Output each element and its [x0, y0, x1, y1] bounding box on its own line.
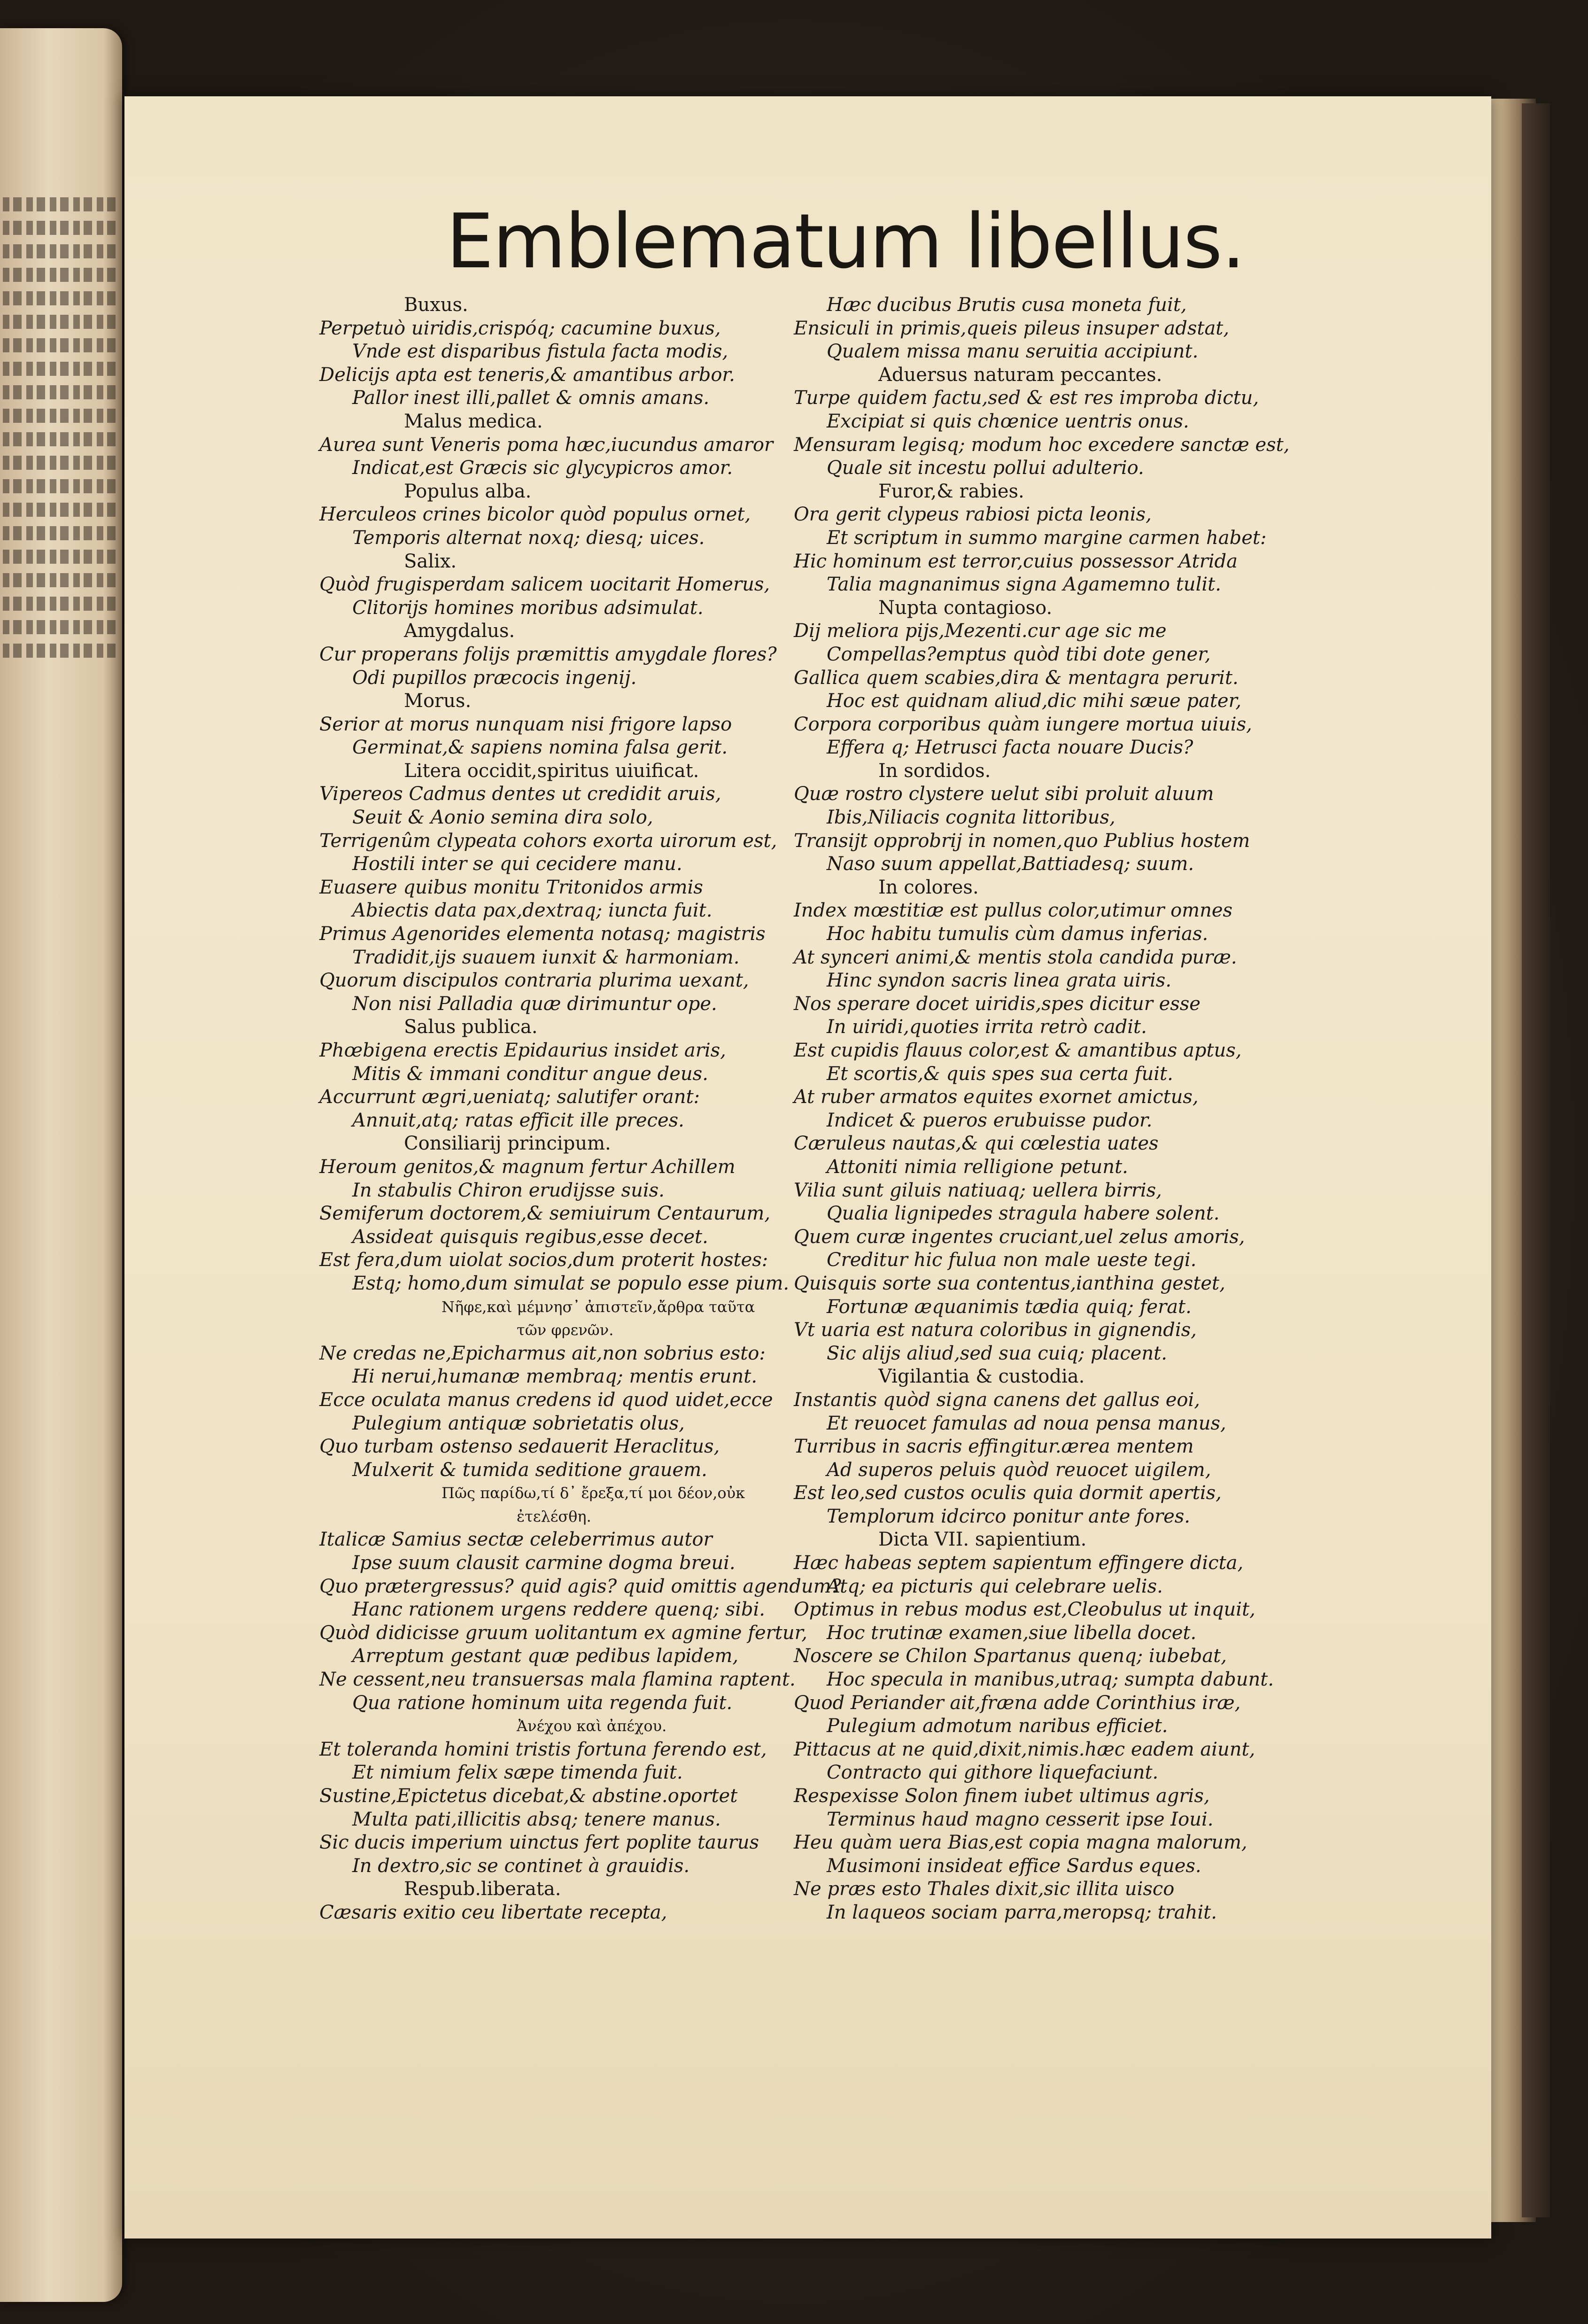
- verse-line: At synceri animi,& mentis stola candida puræ.: [794, 946, 1237, 968]
- verse-line: Heroum genitos,& magnum fertur Achillem: [319, 1156, 736, 1178]
- verse-line: In dextro,sic se continet à grauidis.: [352, 1855, 690, 1877]
- verse-line: Vnde est disparibus fistula facta modis,: [352, 341, 728, 363]
- emblem-heading: Morus.: [404, 690, 472, 712]
- verse-line: Et reuocet famulas ad noua pensa manus,: [827, 1412, 1226, 1434]
- verse-line: Hoc specula in manibus,utraq; sumpta dabunt.: [827, 1669, 1274, 1691]
- text-fragment: [3, 362, 116, 376]
- verse-line: Hoc trutinæ examen,siue libella docet.: [827, 1622, 1197, 1644]
- verse-line: Pittacus at ne quid,dixit,nimis.hæc eadem aiunt,: [794, 1738, 1255, 1760]
- verse-line: Contracto qui githore liquefaciunt.: [827, 1762, 1159, 1784]
- verse-line: Qualia lignipedes stragula habere solent.: [827, 1203, 1220, 1225]
- verse-line: Ora gerit clypeus rabiosi picta leonis,: [794, 504, 1152, 526]
- verse-line: Turpe quidem factu,sed & est res improba dictu,: [794, 387, 1259, 409]
- text-fragment: [3, 456, 116, 470]
- text-fragment: [3, 315, 116, 329]
- emblem-heading: In colores.: [878, 876, 979, 898]
- verse-line: Effera q; Hetrusci facta nouare Ducis?: [827, 737, 1193, 759]
- text-fragment: [3, 526, 116, 540]
- verse-line: Cæruleus nautas,& qui cœlestia uates: [794, 1133, 1159, 1155]
- verse-line: Est leo,sed custos oculis quia dormit apertis,: [794, 1482, 1222, 1504]
- verse-line: Terrigenûm clypeata cohors exorta uirorum est,: [319, 830, 777, 852]
- emblem-heading: Salix.: [404, 550, 457, 572]
- greek-motto: Πῶς παρίδω,τί δ᾽ ἔρεξα,τί μοι δέον,οὐκ: [442, 1484, 745, 1502]
- verse-line: Compellas?emptus quòd tibi dote gener,: [827, 643, 1211, 665]
- verse-line: Naso suum appellat,Battiadesq; suum.: [827, 853, 1194, 875]
- emblem-heading: Dicta VII. sapientium.: [878, 1529, 1087, 1551]
- verse-line: Hæc ducibus Brutis cusa moneta fuit,: [827, 294, 1187, 316]
- verse-line: In uiridi,quoties irrita retrò cadit.: [827, 1016, 1147, 1038]
- facing-page-text-fragments: [3, 197, 116, 667]
- verse-line: Hæc habeas septem sapientum effingere dicta,: [794, 1552, 1244, 1574]
- emblem-heading: Malus medica.: [404, 410, 543, 432]
- verse-line: Semiferum doctorem,& semiuirum Centaurum,: [319, 1203, 771, 1225]
- greek-motto: τῶν φρενῶν.: [517, 1321, 614, 1339]
- facing-page-edge: [0, 28, 122, 2302]
- verse-line: Mitis & immani conditur angue deus.: [352, 1063, 708, 1085]
- verse-line: Gallica quem scabies,dira & mentagra perurit.: [794, 667, 1239, 689]
- verse-line: Non nisi Palladia quæ dirimuntur ope.: [352, 993, 717, 1015]
- verse-line: Indicet & pueros erubuisse pudor.: [827, 1109, 1153, 1131]
- verse-line: Quale sit incestu pollui adulterio.: [827, 457, 1144, 479]
- verse-line: Ad superos peluis quòd reuocet uigilem,: [827, 1459, 1211, 1481]
- verse-line: Hoc est quidnam aliud,dic mihi sæue pater,: [827, 690, 1242, 712]
- verse-line: Instantis quòd signa canens det gallus eoi,: [794, 1389, 1200, 1411]
- verse-line: Est fera,dum uiolat socios,dum proterit hostes:: [319, 1249, 768, 1271]
- verse-line: Pulegium antiquæ sobrietatis olus,: [352, 1412, 685, 1434]
- verse-line: Excipiat si quis chœnice uentris onus.: [827, 410, 1189, 432]
- verse-line: Ensiculi in primis,queis pileus insuper adstat,: [794, 317, 1230, 339]
- verse-line: Cæsaris exitio ceu libertate recepta,: [319, 1901, 667, 1923]
- verse-line: Attoniti nimia relligione petunt.: [827, 1156, 1128, 1178]
- verse-line: Vilia sunt giluis natiuaq; uellera birris,: [794, 1179, 1162, 1201]
- verse-line: Indicat,est Græcis sic glycypicros amor.: [352, 457, 733, 479]
- emblem-heading: Nupta contagioso.: [878, 597, 1053, 619]
- greek-motto: ἐτελέσθη.: [517, 1507, 591, 1525]
- verse-line: Italicæ Samius sectæ celeberrimus autor: [319, 1529, 713, 1551]
- verse-line: Atq; ea picturis qui celebrare uelis.: [827, 1575, 1163, 1597]
- verse-line: Quo turbam ostenso sedauerit Heraclitus,: [319, 1436, 720, 1458]
- verse-line: Vipereos Cadmus dentes ut credidit aruis,: [319, 783, 721, 805]
- text-fragment: [3, 503, 116, 517]
- text-fragment: [3, 432, 116, 446]
- verse-line: Quòd didicisse gruum uolitantum ex agmine fertur,: [319, 1622, 808, 1644]
- verse-line: Qua ratione hominum uita regenda fuit.: [352, 1692, 733, 1714]
- verse-line: Tradidit,ijs suauem iunxit & harmoniam.: [352, 946, 740, 968]
- verse-line: Ecce oculata manus credens id quod uidet,ecce: [319, 1389, 773, 1411]
- verse-line: Ipse suum clausit carmine dogma breui.: [352, 1552, 736, 1574]
- verse-line: Multa pati,illicitis absq; tenere manus.: [352, 1808, 721, 1830]
- verse-line: Abiectis data pax,dextraq; iuncta fuit.: [352, 900, 713, 922]
- verse-line: Heu quàm uera Bias,est copia magna malorum,: [794, 1832, 1247, 1854]
- text-fragment: [3, 573, 116, 587]
- emblem-heading: Populus alba.: [404, 480, 532, 502]
- text-fragment: [3, 644, 116, 658]
- verse-line: Terminus haud magno cesserit ipse Ioui.: [827, 1808, 1214, 1830]
- verse-line: Annuit,atq; ratas efficit ille preces.: [352, 1109, 684, 1131]
- text-fragment: [3, 597, 116, 611]
- verse-line: In stabulis Chiron erudijsse suis.: [352, 1179, 665, 1201]
- verse-line: Hinc syndon sacris linea grata uiris.: [827, 970, 1172, 992]
- verse-line: Arreptum gestant quæ pedibus lapidem,: [352, 1645, 739, 1667]
- verse-line: At ruber armatos equites exornet amictus,: [794, 1086, 1199, 1108]
- right-text-column: [794, 294, 1371, 1925]
- verse-line: Et scortis,& quis spes sua certa fuit.: [827, 1063, 1173, 1085]
- verse-line: Nos sperare docet uiridis,spes dicitur esse: [794, 993, 1201, 1015]
- greek-motto: Νῆφε,καὶ μέμνησ᾽ ἀπιστεῖν,ἄρθρα ταῦτα: [442, 1298, 755, 1316]
- emblem-heading: Respub.liberata.: [404, 1878, 561, 1900]
- verse-line: Hostili inter se qui cecidere manu.: [352, 853, 682, 875]
- verse-line: Ne præs esto Thales dixit,sic illita uisco: [794, 1878, 1175, 1900]
- verse-line: Corpora corporibus quàm iungere mortua uiuis,: [794, 713, 1252, 735]
- emblem-heading: Vigilantia & custodia.: [878, 1366, 1085, 1388]
- verse-line: Turribus in sacris effingitur.ærea mentem: [794, 1436, 1194, 1458]
- verse-line: Dij meliora pijs,Mezenti.cur age sic me: [794, 620, 1167, 642]
- verse-line: Creditur hic fulua non male ueste tegi.: [827, 1249, 1197, 1271]
- verse-line: Accurrunt ægri,ueniatq; salutifer orant:: [319, 1086, 700, 1108]
- verse-line: Clitorijs homines moribus adsimulat.: [352, 597, 704, 619]
- text-fragment: [3, 268, 116, 282]
- text-fragment: [3, 291, 116, 305]
- verse-line: Quem curæ ingentes cruciant,uel zelus amoris,: [794, 1226, 1245, 1248]
- verse-line: Quæ rostro clystere uelut sibi proluit aluum: [794, 783, 1214, 805]
- emblem-heading: Furor,& rabies.: [878, 480, 1024, 502]
- verse-line: Quòd frugisperdam salicem uocitarit Homerus,: [319, 574, 770, 596]
- verse-line: Pallor inest illi,pallet & omnis amans.: [352, 387, 710, 409]
- emblem-heading: Aduersus naturam peccantes.: [878, 364, 1162, 386]
- verse-line: Templorum idcirco ponitur ante fores.: [827, 1505, 1191, 1527]
- verse-line: Quorum discipulos contraria plurima uexant,: [319, 970, 749, 992]
- text-fragment: [3, 197, 116, 211]
- verse-line: Musimoni insideat effice Sardus eques.: [827, 1855, 1201, 1877]
- text-fragment: [3, 620, 116, 634]
- verse-line: Perpetuò uiridis,crispóq; cacumine buxus,: [319, 317, 721, 339]
- verse-line: Pulegium admotum naribus efficiet.: [827, 1715, 1168, 1737]
- verse-line: Odi pupillos præcocis ingenij.: [352, 667, 637, 689]
- verse-line: Et nimium felix sæpe timenda fuit.: [352, 1762, 683, 1784]
- verse-line: Ne cessent,neu transuersas mala flamina raptent.: [319, 1669, 796, 1691]
- text-fragment: [3, 479, 116, 493]
- verse-line: Sic alijs aliud,sed sua cuiq; placent.: [827, 1342, 1167, 1364]
- verse-line: Hoc habitu tumulis cùm damus inferias.: [827, 923, 1208, 945]
- verse-line: Hanc rationem urgens reddere quenq; sibi.: [352, 1599, 765, 1621]
- emblem-heading: Amygdalus.: [404, 620, 515, 642]
- verse-line: Respexisse Solon finem iubet ultimus agris,: [794, 1785, 1210, 1807]
- verse-line: Ibis,Niliacis cognita littoribus,: [827, 807, 1115, 829]
- verse-line: Hic hominum est terror,cuius possessor Atrida: [794, 550, 1238, 572]
- verse-line: Sic ducis imperium uinctus fert poplite taurus: [319, 1832, 759, 1854]
- verse-line: Cur properans folijs præmittis amygdale flores?: [319, 643, 777, 665]
- verse-line: Primus Agenorides elementa notasq; magistris: [319, 923, 766, 945]
- emblem-heading: Litera occidit,spiritus uiuificat.: [404, 760, 699, 782]
- verse-line: Fortunæ æquanimis tædia quiq; ferat.: [827, 1296, 1192, 1318]
- verse-line: Delicijs apta est teneris,& amantibus arbor.: [319, 364, 735, 386]
- verse-line: Qualem missa manu seruitia accipiunt.: [827, 341, 1199, 363]
- verse-line: Assideat quisquis regibus,esse decet.: [352, 1226, 708, 1248]
- verse-line: Talia magnanimus signa Agamemno tulit.: [827, 574, 1221, 596]
- verse-line: Noscere se Chilon Spartanus quenq; iubebat,: [794, 1645, 1227, 1667]
- verse-line: Index mœstitiæ est pullus color,utimur omnes: [794, 900, 1233, 922]
- verse-line: Est cupidis flauus color,est & amantibus aptus,: [794, 1040, 1242, 1061]
- text-fragment: [3, 221, 116, 235]
- verse-line: Sustine,Epictetus dicebat,& abstine.oportet: [319, 1785, 738, 1807]
- emblem-heading: Consiliarij principum.: [404, 1133, 611, 1155]
- verse-line: Mulxerit & tumida seditione grauem.: [352, 1459, 707, 1481]
- verse-line: Temporis alternat noxq; diesq; uices.: [352, 527, 705, 549]
- verse-line: Optimus in rebus modus est,Cleobulus ut inquit,: [794, 1599, 1255, 1621]
- verse-line: In laqueos sociam parra,meropsq; trahit.: [827, 1901, 1217, 1923]
- text-fragment: [3, 550, 116, 564]
- verse-line: Quod Periander ait,fræna adde Corinthius iræ,: [794, 1692, 1241, 1714]
- emblem-heading: In sordidos.: [878, 760, 991, 782]
- verse-line: Aurea sunt Veneris poma hæc,iucundus amaror: [319, 434, 774, 456]
- text-fragment: [3, 244, 116, 258]
- emblem-heading: Buxus.: [404, 294, 468, 316]
- verse-line: Euasere quibus monitu Tritonidos armis: [319, 876, 703, 898]
- verse-line: Quisquis sorte sua contentus,ianthina gestet,: [794, 1272, 1225, 1294]
- verse-line: Phœbigena erectis Epidaurius insidet aris,: [319, 1040, 726, 1061]
- text-fragment: [3, 385, 116, 399]
- verse-line: Serior at morus nunquam nisi frigore lapso: [319, 713, 732, 735]
- verse-line: Transijt opprobrij in nomen,quo Publius hostem: [794, 830, 1250, 852]
- verse-line: Et scriptum in summo margine carmen habet:: [827, 527, 1267, 549]
- binding-strip: [1522, 103, 1550, 2217]
- text-fragment: [3, 338, 116, 352]
- verse-line: Vt uaria est natura coloribus in gignendis,: [794, 1319, 1197, 1341]
- verse-line: Quo prætergressus? quid agis? quid omittis agendum?: [319, 1575, 841, 1597]
- greek-motto: Ἀνέχου καὶ ἀπέχου.: [517, 1717, 667, 1735]
- verse-line: Germinat,& sapiens nomina falsa gerit.: [352, 737, 728, 759]
- text-fragment: [3, 409, 116, 423]
- verse-line: Seuit & Aonio semina dira solo,: [352, 807, 653, 829]
- emblem-heading: Salus publica.: [404, 1016, 538, 1038]
- verse-line: Et toleranda homini tristis fortuna ferendo est,: [319, 1738, 767, 1760]
- page-title: Emblematum libellus.: [446, 197, 1245, 285]
- verse-line: Ne credas ne,Epicharmus ait,non sobrius esto:: [319, 1342, 766, 1364]
- verse-line: Hi nerui,humanæ membraq; mentis erunt.: [352, 1366, 758, 1388]
- verse-line: Herculeos crines bicolor quòd populus ornet,: [319, 504, 751, 526]
- verse-line: Mensuram legisq; modum hoc excedere sanctæ est,: [794, 434, 1290, 456]
- verse-line: Estq; homo,dum simulat se populo esse pium.: [352, 1272, 790, 1294]
